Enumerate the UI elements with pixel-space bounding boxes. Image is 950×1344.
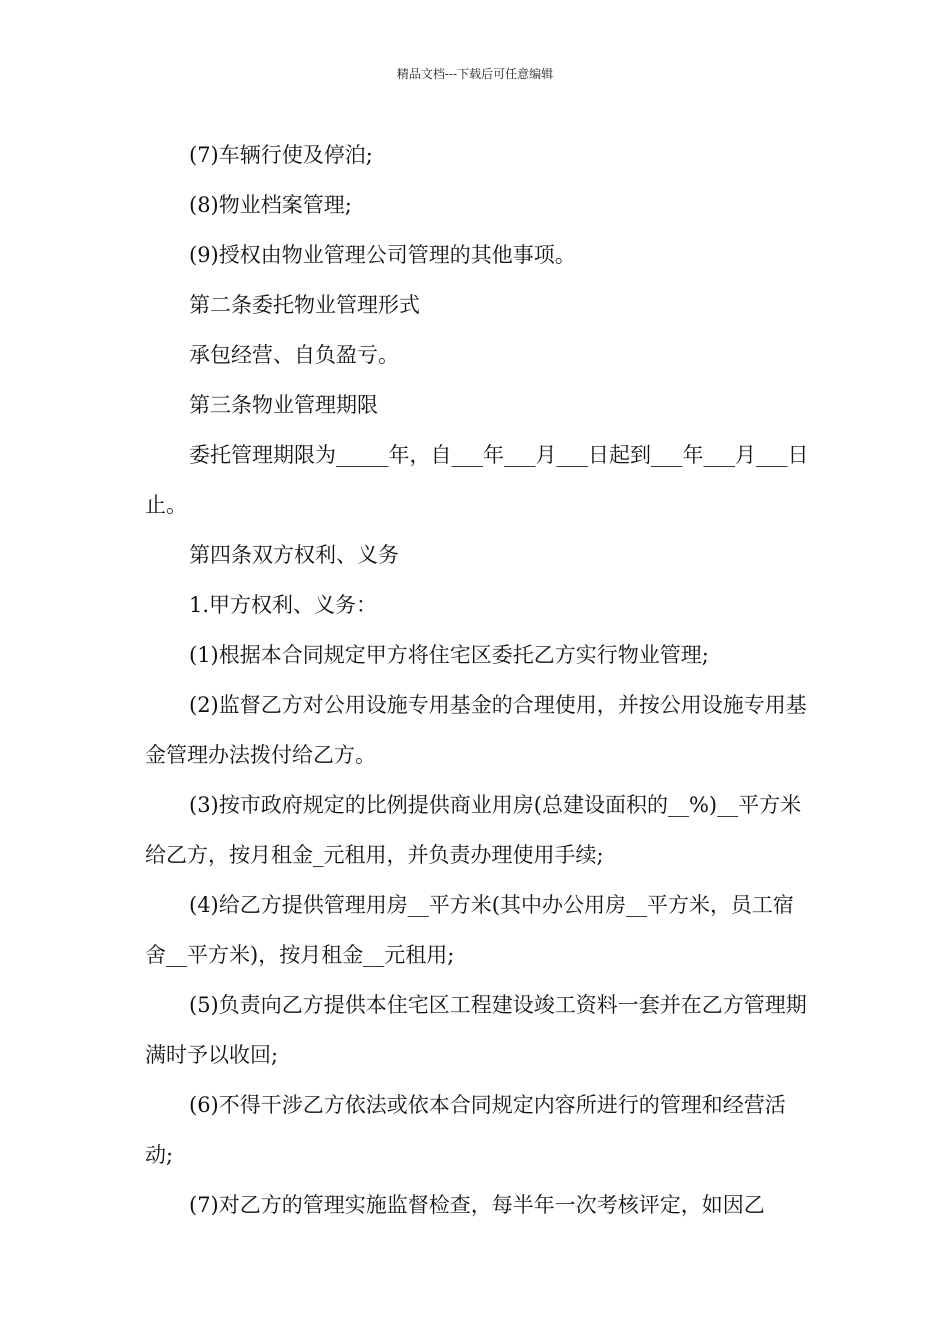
party-a-heading: 1.甲方权利、义务： [189, 593, 378, 617]
article-3-body: 委托管理期限为_____年，自___年___月___日起到___年___月___日止。 [145, 443, 809, 517]
page-header: 精品文档---下载后可任意编辑 [396, 67, 554, 81]
paragraph-item-9-other: (9)授权由物业管理公司管理的其他事项。 [189, 243, 576, 267]
document-body [145, 130, 810, 1230]
party-a-item-6: (6)不得干涉乙方依法或依本合同规定内容所进行的管理和经营活动; [145, 1093, 786, 1167]
article-2-heading: 第二条委托物业管理形式 [189, 293, 420, 317]
party-a-item-3: (3)按市政府规定的比例提供商业用房(总建设面积的__%)__平方米给乙方，按月租金_元租用，并负责办理使用手续; [145, 793, 802, 867]
article-2-body: 承包经营、自负盈亏。 [189, 343, 399, 367]
party-a-item-4: (4)给乙方提供管理用房__平方米(其中办公用房__平方米，员工宿舍__平方米)，按月租金__元租用; [145, 893, 794, 967]
party-a-item-7: (7)对乙方的管理实施监督检查，每半年一次考核评定，如因乙 [189, 1193, 765, 1217]
article-4-heading: 第四条双方权利、义务 [189, 543, 399, 567]
party-a-item-2: (2)监督乙方对公用设施专用基金的合理使用，并按公用设施专用基金管理办法拨付给乙方。 [145, 693, 807, 767]
party-a-item-1: (1)根据本合同规定甲方将住宅区委托乙方实行物业管理; [189, 643, 709, 667]
paragraph-item-7-vehicles: (7)车辆行使及停泊; [189, 143, 373, 167]
party-a-item-5: (5)负责向乙方提供本住宅区工程建设竣工资料一套并在乙方管理期满时予以收回; [145, 993, 807, 1067]
paragraph-item-8-archives: (8)物业档案管理; [189, 193, 352, 217]
article-3-heading: 第三条物业管理期限 [189, 393, 378, 417]
